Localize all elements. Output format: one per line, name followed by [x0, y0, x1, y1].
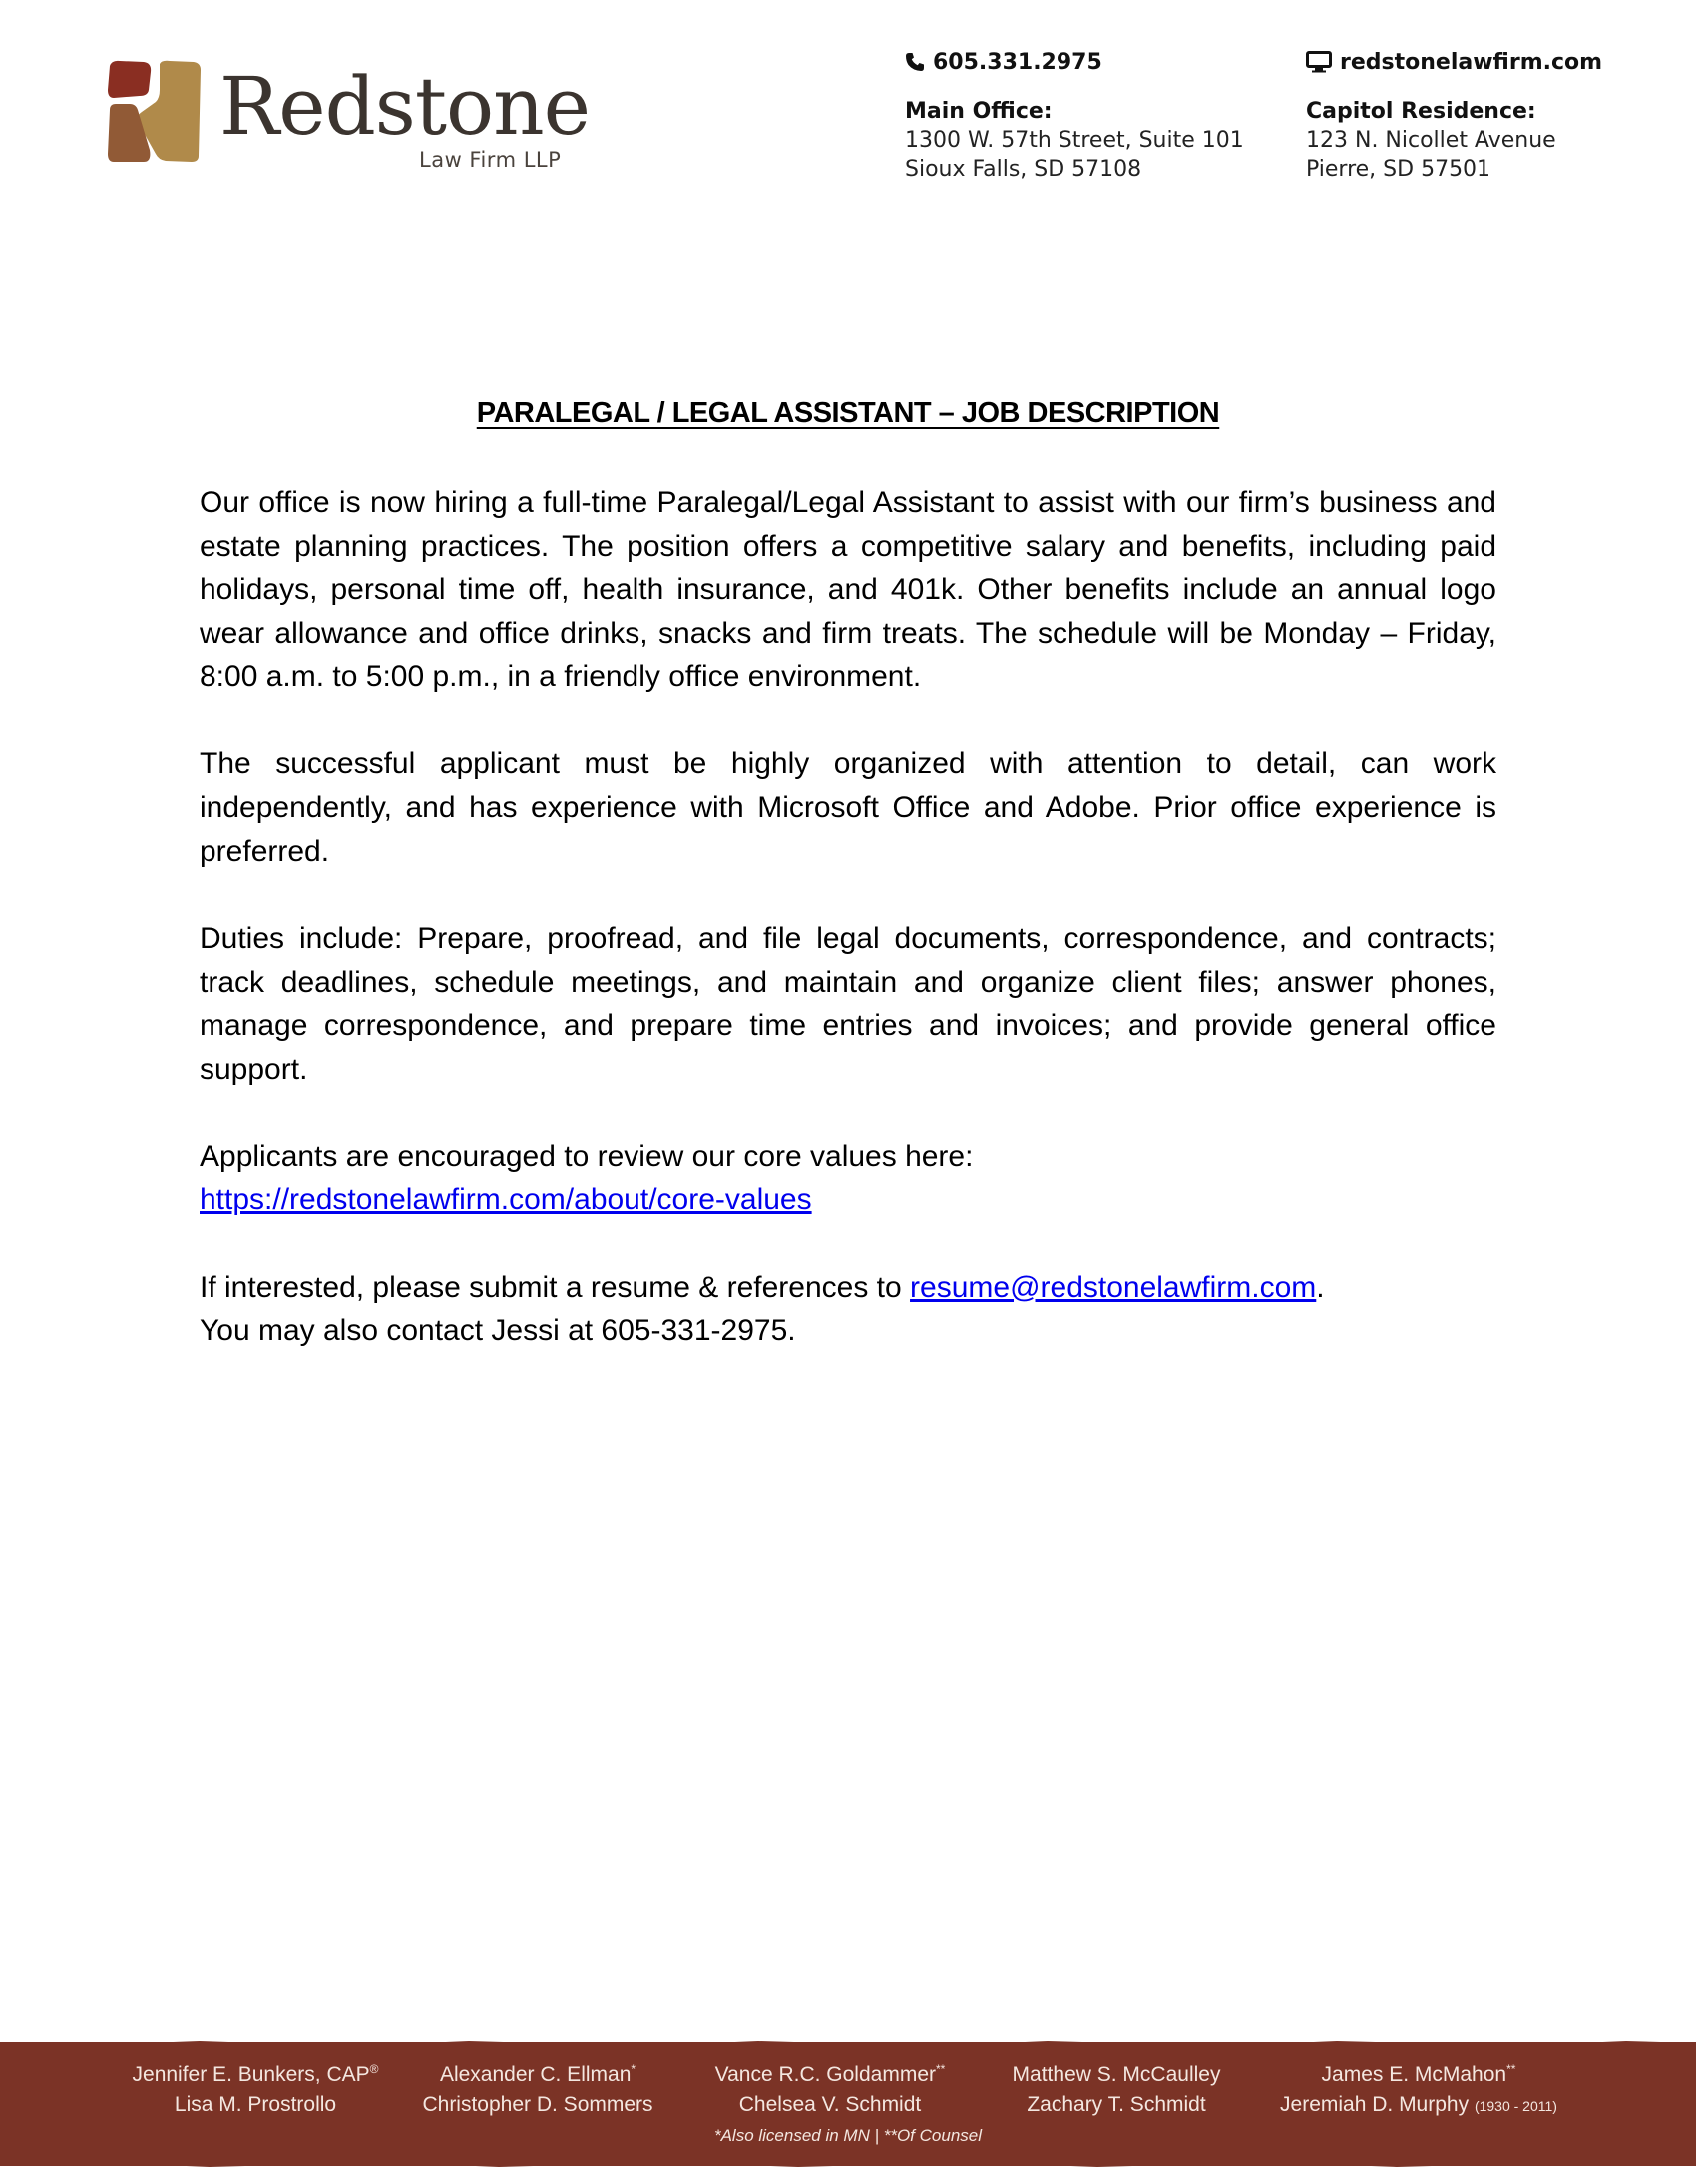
website-url: redstonelawfirm.com — [1340, 49, 1603, 75]
logo-block-top-left — [108, 61, 151, 98]
core-values-link[interactable]: https://redstonelawfirm.com/about/core-values — [200, 1183, 812, 1217]
phone-number: 605.331.2975 — [933, 49, 1102, 75]
attorney-name: Chelsea V. Schmidt — [738, 2093, 922, 2116]
apply-suffix: . — [1316, 1270, 1325, 1304]
attorney-name: Vance R.C. Goldammer** — [714, 2062, 946, 2086]
attorney-column-4 — [967, 2060, 1266, 2120]
apply-text: If interested, please submit a resume & references to — [200, 1270, 911, 1304]
phone-icon — [905, 52, 925, 72]
main-office-contact — [905, 48, 1244, 184]
attorney-name: Christopher D. Sommers — [422, 2093, 653, 2116]
contact-line: You may also contact Jessi at 605-331-2975. — [200, 1314, 796, 1348]
intro-paragraph: Our office is now hiring a full-time Paralegal/Legal Assistant to assist with our firm’s business and estate planning practices. The position offers a competitive salary and benefits, including paid holidays, personal time off, health insurance, and 401k. Other benefits include an annual logo wear allowance and office drinks, snacks and firm treats. The schedule will be Monday – Friday, 8:00 a.m. to 5:00 p.m., in a friendly office environment. — [200, 486, 1496, 693]
capitol-residence-address-line2: Pierre, SD 57501 — [1306, 157, 1491, 182]
capitol-residence-label: Capitol Residence: — [1306, 99, 1536, 124]
attorney-name: Matthew S. McCaulley — [1012, 2063, 1221, 2086]
attorney-name: Jeremiah D. Murphy (1930 - 2011) — [1280, 2093, 1557, 2116]
torn-edge-top — [0, 2038, 1696, 2046]
core-values-paragraph — [200, 1135, 1496, 1222]
main-office-label: Main Office: — [905, 99, 1053, 124]
apply-paragraph — [200, 1266, 1496, 1353]
website-line — [1306, 48, 1602, 76]
firm-wordmark: Redstone — [219, 60, 591, 153]
torn-edge-bottom — [0, 2162, 1696, 2170]
capitol-residence-address-line1: 123 N. Nicollet Avenue — [1306, 128, 1556, 153]
document-title: PARALEGAL / LEGAL ASSISTANT – JOB DESCRIPTION — [476, 397, 1220, 429]
phone-line — [905, 48, 1244, 76]
attorney-column-3 — [680, 2060, 980, 2120]
requirements-paragraph: The successful applicant must be highly organized with attention to detail, can work independently, and has experience with Microsoft Office and Adobe. Prior office experience is preferred. — [200, 747, 1496, 868]
resume-email-link[interactable]: resume@redstonelawfirm.com — [910, 1270, 1317, 1304]
attorney-names — [0, 2060, 1696, 2130]
duties-paragraph: Duties include: Prepare, proofread, and file legal documents, correspondence, and contracts; track deadlines, schedule meetings, and maintain and organize client files; answer phones, manage correspondence, and prepare time entries and invoices; and provide general office support. — [200, 922, 1496, 1087]
attorney-column-1 — [106, 2060, 405, 2120]
attorney-name: Lisa M. Prostrollo — [174, 2093, 337, 2116]
footer-note: *Also licensed in MN | **Of Counsel — [713, 2126, 983, 2145]
monitor-icon — [1306, 51, 1332, 73]
main-office-address-line1: 1300 W. 57th Street, Suite 101 — [905, 128, 1244, 153]
capitol-residence-contact — [1306, 48, 1602, 184]
core-values-text: Applicants are encouraged to review our core values here: — [200, 1139, 974, 1173]
attorney-name: Jennifer E. Bunkers, CAP® — [132, 2062, 379, 2086]
attorney-footer — [0, 2042, 1696, 2166]
attorney-name: Alexander C. Ellman* — [439, 2062, 636, 2086]
redstone-logo-icon — [104, 58, 204, 164]
attorney-name: Zachary T. Schmidt — [1027, 2093, 1206, 2116]
main-office-address-line2: Sioux Falls, SD 57108 — [905, 157, 1142, 182]
firm-tagline: Law Firm LLP — [419, 148, 562, 172]
attorney-name: James E. McMahon** — [1321, 2062, 1516, 2086]
document-body — [200, 481, 1496, 1397]
attorney-column-5 — [1269, 2060, 1568, 2121]
attorney-column-2 — [388, 2060, 687, 2120]
